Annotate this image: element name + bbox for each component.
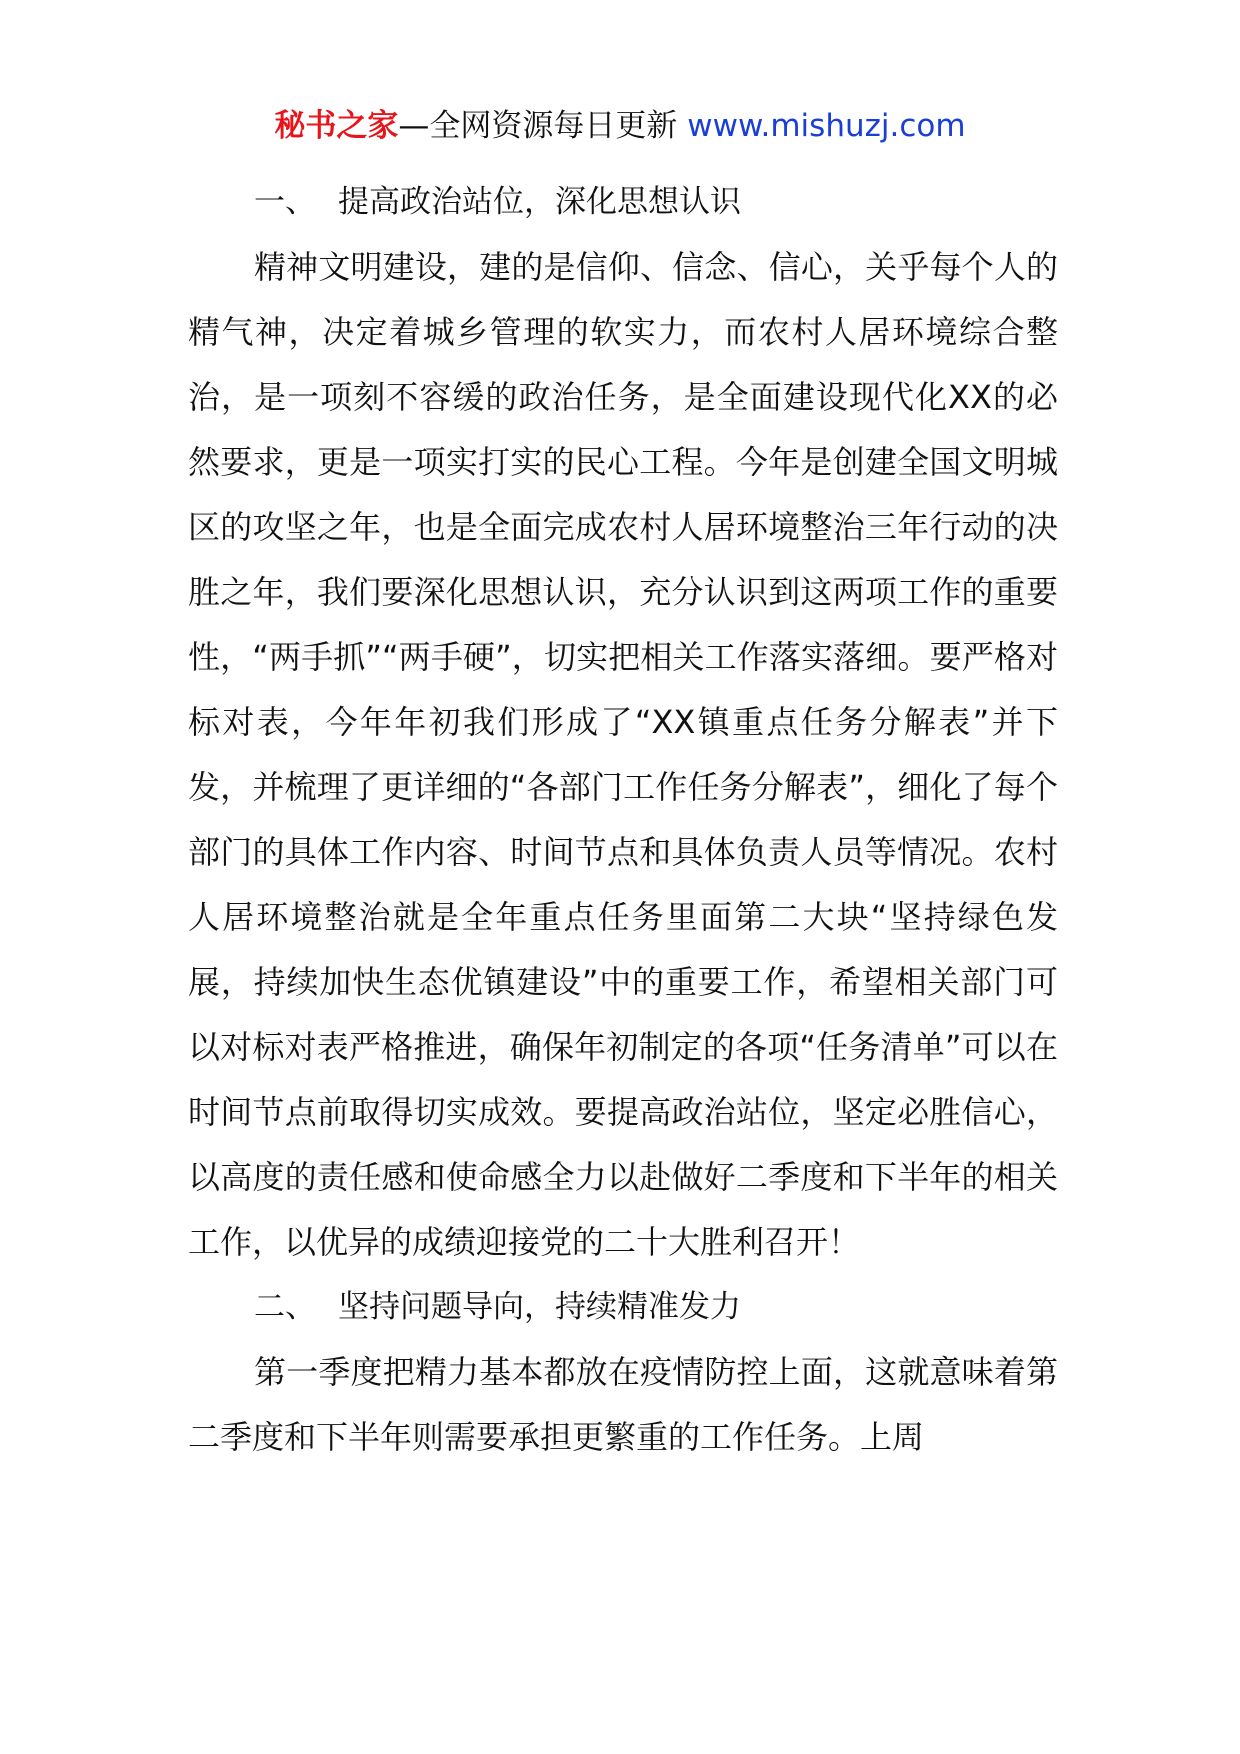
document-body [188, 170, 1058, 1470]
section-number: 一、 [254, 184, 316, 220]
section-title: 坚持问题导向，持续精准发力 [338, 1289, 741, 1325]
section-paragraph-1: 精神文明建设，建的是信仰、信念、信心，关乎每个人的精气神，决定着城乡管理的软实力，而农村人居环境综合整治，是一项刻不容缓的政治任务，是全面建设现代化XX的必然要求，更是一项实打实的民心工程。今年是创建全国文明城区的攻坚之年，也是全面完成农村人居环境整治三年行动的决胜之年，我们要深化思想认识，充分认识到这两项工作的重要性，“两手抓”“两手硬”，切实把相关工作落实落细。要严格对标对表，今年年初我们形成了“XX镇重点任务分解表”并下发，并梳理了更详细的“各部门工作任务分解表”，细化了每个部门的具体工作内容、时间节点和具体负责人员等情况。农村人居环境整治就是全年重点任务里面第二大块“坚持绿色发展，持续加快生态优镇建设”中的重要工作，希望相关部门可以对标对表严格推进，确保年初制定的各项“任务清单”可以在时间节点前取得切实成效。要提高政治站位，坚定必胜信心，以高度的责任感和使命感全力以赴做好二季度和下半年的相关工作，以优异的成绩迎接党的二十大胜利召开！ [188, 248, 1058, 1261]
section-heading-1 [188, 170, 1058, 235]
website-link[interactable]: www.mishuzj.com [687, 108, 966, 144]
section-number: 二、 [254, 1289, 316, 1325]
section-heading-2 [188, 1275, 1058, 1340]
header-slogan: —全网资源每日更新 [398, 108, 678, 144]
section-title: 提高政治站位，深化思想认识 [338, 184, 741, 220]
section-paragraph-2: 第一季度把精力基本都放在疫情防控上面，这就意味着第二季度和下半年则需要承担更繁重的工作任务。上周 [188, 1353, 1058, 1456]
page-header [0, 104, 1240, 148]
brand-name: 秘书之家 [274, 108, 399, 144]
